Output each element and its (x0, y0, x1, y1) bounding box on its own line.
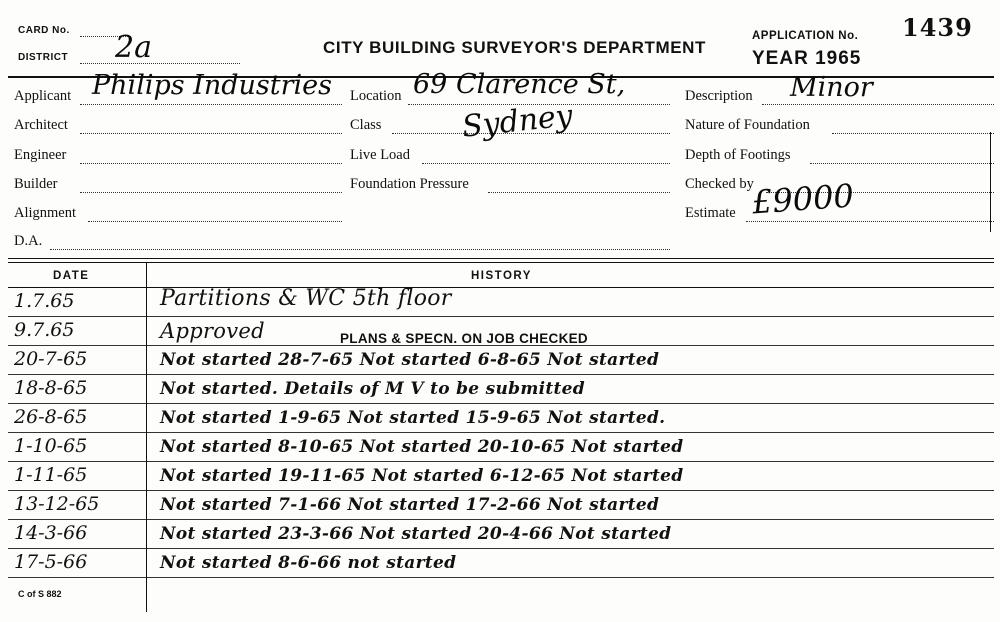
da-line (50, 249, 670, 250)
history-row-date: 1-10-65 (14, 435, 88, 457)
history-row-rule (8, 461, 994, 462)
foundation-pressure-label: Foundation Pressure (350, 176, 469, 192)
application-no-label: APPLICATION No. (752, 30, 859, 42)
history-row-rule (8, 519, 994, 520)
description-value: Minor (790, 72, 873, 103)
nature-of-foundation-label: Nature of Foundation (685, 117, 810, 133)
history-header-rule (8, 287, 994, 288)
description-label: Description (685, 88, 753, 104)
depth-line (810, 163, 994, 164)
architect-label: Architect (14, 117, 68, 133)
history-row-date: 17-5-66 (14, 551, 88, 573)
history-row-entry: Not started 1-9-65 Not started 15-9-65 Not started. (160, 408, 666, 428)
plans-checked-stamp: PLANS & SPECN. ON JOB CHECKED (340, 331, 588, 346)
history-row-entry: Not started 28-7-65 Not started 6-8-65 Not started (160, 350, 660, 370)
history-row-date: 1-11-65 (14, 464, 88, 486)
form-code: C of S 882 (18, 589, 62, 599)
nature-line (832, 133, 994, 134)
history-row-date: 13-12-65 (14, 493, 100, 515)
engineer-line (80, 163, 342, 164)
history-row-entry: Not started 8-10-65 Not started 20-10-65 Not started (160, 437, 684, 457)
history-row-entry: Approved (160, 319, 265, 343)
date-header: DATE (53, 270, 90, 282)
history-row-date: 20-7-65 (14, 348, 88, 370)
checked-by-label: Checked by (685, 176, 754, 192)
class-label: Class (350, 117, 382, 133)
builder-line (80, 192, 342, 193)
estimate-line (746, 221, 994, 222)
live-load-label: Live Load (350, 147, 410, 163)
class-value: Sydney (460, 98, 575, 145)
live-load-line (422, 163, 670, 164)
history-top-rule-1 (8, 258, 994, 259)
date-column-divider (146, 262, 147, 612)
history-row-rule (8, 403, 994, 404)
district-value: 2a (115, 30, 152, 65)
history-row-date: 9.7.65 (14, 319, 75, 341)
application-number: 1439 (902, 13, 973, 42)
history-row-entry: Not started. Details of M V to be submitted (160, 379, 585, 399)
district-label: DISTRICT (18, 52, 69, 63)
history-row-rule (8, 548, 994, 549)
history-row-rule (8, 490, 994, 491)
history-row-rule (8, 374, 994, 375)
description-line (762, 104, 994, 105)
architect-line (80, 133, 342, 134)
location-value: 69 Clarence St, (413, 69, 626, 100)
applicant-value: Philips Industries (92, 70, 332, 101)
da-label: D.A. (14, 233, 43, 249)
depth-of-footings-label: Depth of Footings (685, 147, 791, 163)
card-no-label: CARD No. (18, 25, 70, 36)
history-top-rule-2 (8, 262, 994, 263)
history-row-rule (8, 316, 994, 317)
history-row-entry: Not started 7-1-66 Not started 17-2-66 Not started (160, 495, 660, 515)
history-row-entry: Not started 23-3-66 Not started 20-4-66 Not started (160, 524, 672, 544)
alignment-label: Alignment (14, 205, 77, 221)
history-row-rule (8, 577, 994, 578)
alignment-line (88, 221, 342, 222)
engineer-label: Engineer (14, 147, 67, 163)
builder-label: Builder (14, 176, 58, 192)
foundation-pressure-line (488, 192, 670, 193)
estimate-value: £9000 (750, 176, 855, 222)
history-row-entry: Not started 8-6-66 not started (160, 553, 457, 573)
history-row-date: 26-8-65 (14, 406, 88, 428)
right-edge-mark (990, 132, 991, 232)
applicant-line (80, 104, 342, 105)
district-line (80, 63, 240, 64)
estimate-label: Estimate (685, 205, 736, 221)
history-row-entry: Not started 19-11-65 Not started 6-12-65 Not started (160, 466, 684, 486)
applicant-label: Applicant (14, 88, 72, 104)
history-row-date: 1.7.65 (14, 290, 75, 312)
year-label: YEAR 1965 (752, 48, 862, 69)
history-row-date: 18-8-65 (14, 377, 88, 399)
history-row-rule (8, 432, 994, 433)
history-row-date: 14-3-66 (14, 522, 88, 544)
location-label: Location (350, 88, 402, 104)
history-header: HISTORY (471, 270, 532, 282)
history-row-entry: Partitions & WC 5th floor (160, 286, 452, 311)
department-title: CITY BUILDING SURVEYOR'S DEPARTMENT (323, 38, 707, 57)
